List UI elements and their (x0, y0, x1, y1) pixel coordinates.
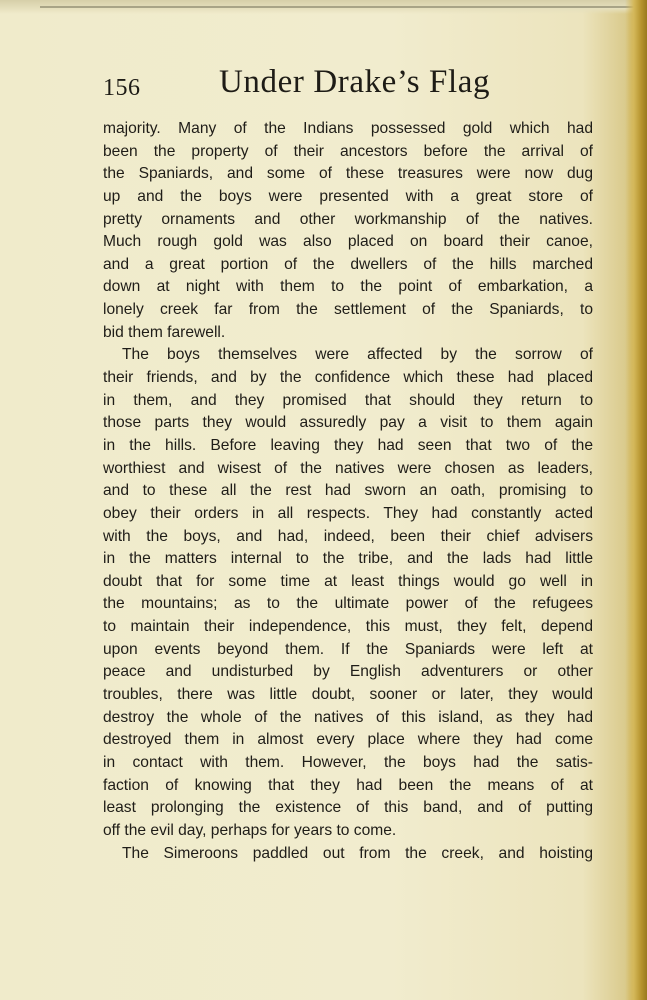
paragraph-start-line: The Simeroons paddled out from the creek, and hoisting (122, 844, 593, 862)
text-line: obey their orders in all respects. They had constantly acted (103, 504, 593, 522)
body-text (103, 118, 593, 865)
page-top-rule (40, 6, 647, 8)
text-line: doubt that for some time at least things would go well in (103, 572, 593, 590)
paragraph-start-line: The boys themselves were affected by the sorrow of (122, 346, 593, 364)
text-line: upon events beyond them. If the Spaniards were left at (103, 640, 593, 658)
text-line: faction of knowing that they had been the means of at (103, 776, 593, 794)
text-line: Much rough gold was also placed on board their canoe, (103, 233, 593, 251)
text-line: in contact with them. However, the boys had the satis- (103, 753, 593, 771)
text-line: the Spaniards, and some of these treasures were now dug (103, 165, 593, 183)
text-line: in the matters internal to the tribe, and the lads had little (103, 550, 593, 568)
text-line: to maintain their independence, this must, they felt, depend (103, 618, 593, 636)
text-line: least prolonging the existence of this band, and of putting (103, 799, 593, 817)
text-line: been the property of their ancestors before the arrival of (103, 142, 593, 160)
text-line: peace and undisturbed by English adventurers or other (103, 663, 593, 681)
page-header (103, 64, 593, 110)
text-line: those parts they would assuredly pay a visit to them again (103, 414, 593, 432)
text-line: in them, and they promised that should they return to (103, 391, 593, 409)
text-line: and a great portion of the dwellers of the hills marched (103, 255, 593, 273)
text-line: with the boys, and had, indeed, been their chief advisers (103, 527, 593, 545)
text-line: troubles, there was little doubt, sooner or later, they would (103, 686, 593, 704)
text-line: majority. Many of the Indians possessed gold which had (103, 120, 593, 137)
paragraph-end-line: bid them farewell. (103, 323, 226, 341)
text-line: in the hills. Before leaving they had seen that two of the (103, 436, 593, 454)
page-gutter-edge (625, 0, 647, 1000)
text-line: the mountains; as to the ultimate power of the refugees (103, 595, 593, 613)
running-title: Under Drake’s Flag (219, 64, 491, 100)
text-line: down at night with them to the point of embarkation, a (103, 278, 593, 296)
text-line: and to these all the rest had sworn an oath, promising to (103, 482, 593, 500)
text-line: their friends, and by the confidence which these had placed (103, 369, 593, 387)
text-line: pretty ornaments and other workmanship of the natives. (103, 210, 593, 228)
text-line: destroyed them in almost every place where they had come (103, 731, 593, 749)
text-line: lonely creek far from the settlement of the Spaniards, to (103, 301, 593, 319)
text-line: destroy the whole of the natives of this island, as they had (103, 708, 593, 726)
paragraph-end-line: off the evil day, perhaps for years to come. (103, 821, 397, 839)
text-line: worthiest and wisest of the natives were chosen as leaders, (103, 459, 593, 477)
text-line: up and the boys were presented with a great store of (103, 187, 593, 205)
page-number: 156 (103, 75, 141, 101)
